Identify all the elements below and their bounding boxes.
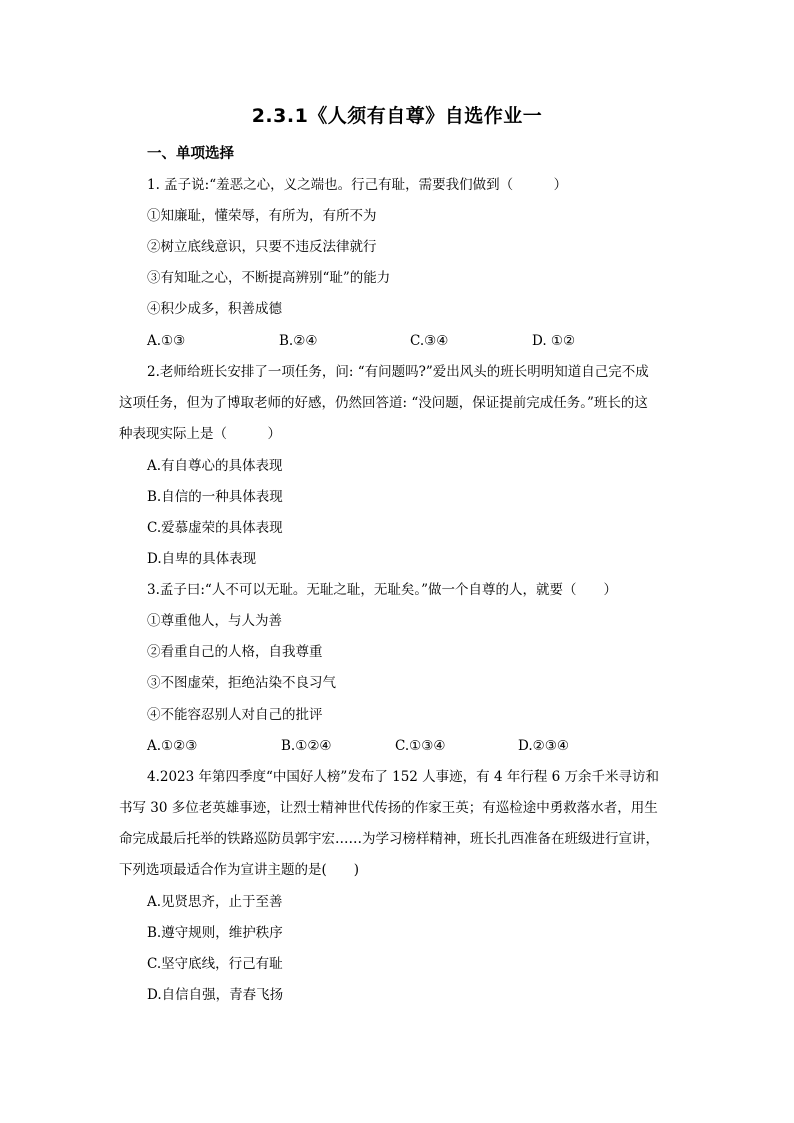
question-3-stem: 3.孟子曰:“人不可以无耻。无耻之耻，无耻矣。”做一个自尊的人，就要（ ）	[147, 582, 617, 598]
question-3-option-c: C.①③④	[395, 738, 446, 754]
question-4-stem-line-3: 命完成最后托举的铁路巡防员郭宇宏……为学习榜样精神，班长扎西准备在班级进行宣讲，	[119, 831, 659, 847]
document-title: 2.3.1《人须有自尊》自选作业一	[251, 105, 543, 127]
question-1-option-a: A.①③	[147, 333, 186, 349]
question-2-option-d: D.自卑的具体表现	[147, 551, 257, 567]
question-1-option-c: C.③④	[410, 333, 449, 349]
question-3-option-d: D.②③④	[518, 738, 569, 754]
question-2-stem-line-3: 种表现实际上是（ ）	[119, 426, 281, 442]
section-heading: 一、单项选择	[147, 146, 234, 162]
question-3-item-3: ③不图虚荣，拒绝沾染不良习气	[147, 675, 336, 691]
question-2-option-b: B.自信的一种具体表现	[147, 489, 283, 505]
question-1-option-d: D. ①②	[532, 333, 576, 349]
question-1-item-4: ④积少成多，积善成德	[147, 301, 282, 317]
question-4-option-d: D.自信自强，青春飞扬	[147, 987, 284, 1003]
question-4-option-c: C.坚守底线，行己有耻	[147, 956, 283, 972]
question-3-item-2: ②看重自己的人格，自我尊重	[147, 644, 323, 660]
question-2-stem-line-1: 2.老师给班长安排了一项任务，问: “有问题吗?”爱出风头的班长明明知道自己完不成	[147, 364, 649, 380]
question-2-option-c: C.爱慕虚荣的具体表现	[147, 520, 283, 536]
question-4-stem-line-1: 4.2023 年第四季度“中国好人榜”发布了 152 人事迹，有 4 年行程 6 万余千米寻访和	[147, 769, 660, 785]
question-4-stem-line-4: 下列选项最适合作为宣讲主题的是( )	[119, 862, 360, 878]
question-3-item-1: ①尊重他人，与人为善	[147, 613, 282, 629]
question-1-item-1: ①知廉耻，懂荣辱，有所为，有所不为	[147, 208, 377, 224]
question-3-option-a: A.①②③	[147, 738, 198, 754]
question-1-item-3: ③有知耻之心，不断提高辨别“耻”的能力	[147, 270, 391, 286]
question-4-stem-line-2: 书写 30 多位老英雄事迹，让烈士精神世代传扬的作家王英；有巡检途中勇救落水者，用生	[119, 800, 658, 816]
question-1-item-2: ②树立底线意识，只要不违反法律就行	[147, 239, 377, 255]
question-4-option-a: A.见贤思齐，止于至善	[147, 894, 283, 910]
question-2-stem-line-2: 这项任务，但为了博取老师的好感，仍然回答道: “没问题，保证提前完成任务。”班长的这	[119, 395, 648, 411]
question-3-item-4: ④不能容忍别人对自己的批评	[147, 707, 323, 723]
question-1-option-b: B.②④	[279, 333, 318, 349]
question-2-option-a: A.有自尊心的具体表现	[147, 458, 283, 474]
question-4-option-b: B.遵守规则，维护秩序	[147, 925, 283, 941]
question-3-option-b: B.①②④	[281, 738, 332, 754]
question-1-stem: 1. 孟子说:“羞恶之心，义之端也。行己有耻，需要我们做到（ ）	[147, 177, 568, 193]
